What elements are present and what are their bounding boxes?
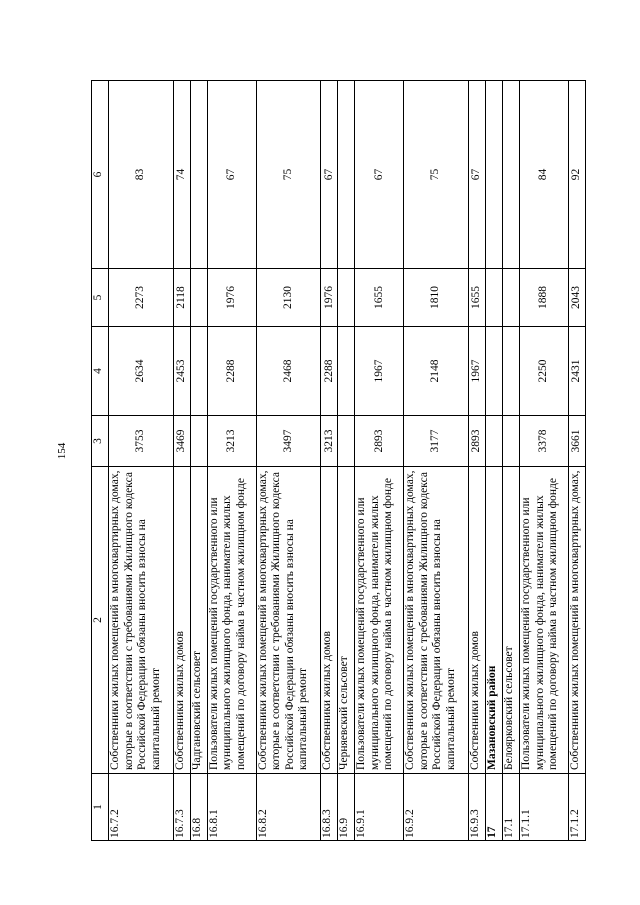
table-row — [256, 81, 321, 841]
value-col4 — [485, 327, 502, 416]
value-col3: 2893 — [468, 416, 485, 467]
value-col3 — [502, 416, 519, 467]
row-code: 16.7.2 — [109, 774, 174, 841]
row-category: Собственники жилых помещений в многоквартирных домах, которые в соответствии с требованиями Жилищного кодекса Российской Федерации обязаны вносить взносы на капитальный ремонт — [404, 467, 469, 774]
value-col3: 3378 — [520, 416, 569, 467]
value-col4: 1967 — [468, 327, 485, 416]
table-row — [321, 81, 338, 841]
value-col3: 3497 — [256, 416, 321, 467]
row-code: 17 — [485, 774, 502, 841]
value-col6: 83 — [109, 81, 174, 269]
value-col4: 2468 — [256, 327, 321, 416]
row-category: Собственники жилых помещений в многоквартирных домах, — [568, 467, 585, 774]
value-col5: 1976 — [321, 269, 338, 327]
value-col6: 75 — [256, 81, 321, 269]
value-col4: 2288 — [207, 327, 256, 416]
value-col3 — [190, 416, 207, 467]
table-row — [173, 81, 190, 841]
value-col4: 2148 — [404, 327, 469, 416]
table-body — [109, 81, 586, 841]
row-category: Собственники жилых домов — [173, 467, 190, 774]
row-code: 16.8.1 — [207, 774, 256, 841]
value-col5: 2043 — [568, 269, 585, 327]
row-category: Пользователи жилых помещений государственного или муниципального жилищного фонда, наниматели жилых помещений по договору найма в частном жилищном фонде — [520, 467, 569, 774]
row-category: Черняевский сельсовет — [338, 467, 355, 774]
value-col3 — [485, 416, 502, 467]
value-col5 — [502, 269, 519, 327]
row-code: 16.9 — [338, 774, 355, 841]
row-category: Мазановский район — [485, 467, 502, 774]
value-col6: 92 — [568, 81, 585, 269]
value-col5 — [338, 269, 355, 327]
row-code: 17.1 — [502, 774, 519, 841]
row-category: Собственники жилых помещений в многоквартирных домах, которые в соответствии с требованиями Жилищного кодекса Российской Федерации обязаны вносить взносы на капитальный ремонт — [109, 467, 174, 774]
row-code: 16.8.2 — [256, 774, 321, 841]
value-col3: 3177 — [404, 416, 469, 467]
value-col5: 1810 — [404, 269, 469, 327]
column-header: 1 — [92, 774, 109, 841]
value-col6 — [338, 81, 355, 269]
row-code: 16.9.3 — [468, 774, 485, 841]
value-col6: 74 — [173, 81, 190, 269]
value-col6: 67 — [321, 81, 338, 269]
value-col5 — [190, 269, 207, 327]
value-col5: 2130 — [256, 269, 321, 327]
row-code: 16.7.3 — [173, 774, 190, 841]
value-col5: 1655 — [355, 269, 404, 327]
table-row — [468, 81, 485, 841]
table-row — [485, 81, 502, 841]
value-col4 — [338, 327, 355, 416]
table-row — [338, 81, 355, 841]
column-header: 6 — [92, 81, 109, 269]
table-row — [404, 81, 469, 841]
value-col6: 67 — [468, 81, 485, 269]
value-col4 — [190, 327, 207, 416]
table-row — [109, 81, 174, 841]
value-col6 — [485, 81, 502, 269]
header-row — [92, 81, 109, 841]
value-col5: 2118 — [173, 269, 190, 327]
row-code: 16.8 — [190, 774, 207, 841]
row-category: Собственники жилых домов — [321, 467, 338, 774]
value-col4: 2431 — [568, 327, 585, 416]
row-category: Собственники жилых помещений в многоквартирных домах, которые в соответствии с требованиями Жилищного кодекса Российской Федерации обязаны вносить взносы на капитальный ремонт — [256, 467, 321, 774]
row-code: 17.1.1 — [520, 774, 569, 841]
row-category: Пользователи жилых помещений государственного или муниципального жилищного фонда, наниматели жилых помещений по договору найма в частном жилищном фонде — [207, 467, 256, 774]
table-row — [207, 81, 256, 841]
table-row — [190, 81, 207, 841]
row-category: Собственники жилых домов — [468, 467, 485, 774]
table-row — [568, 81, 585, 841]
value-col5: 1888 — [520, 269, 569, 327]
row-category: Пользователи жилых помещений государственного или муниципального жилищного фонда, наниматели жилых помещений по договору найма в частном жилищном фонде — [355, 467, 404, 774]
column-header: 5 — [92, 269, 109, 327]
value-col4: 2453 — [173, 327, 190, 416]
value-col4: 2250 — [520, 327, 569, 416]
row-code: 16.9.1 — [355, 774, 404, 841]
value-col4: 2288 — [321, 327, 338, 416]
value-col3: 3753 — [109, 416, 174, 467]
value-col5: 2273 — [109, 269, 174, 327]
row-code: 16.9.2 — [404, 774, 469, 841]
value-col6: 67 — [355, 81, 404, 269]
value-col4: 2634 — [109, 327, 174, 416]
column-header: 4 — [92, 327, 109, 416]
table-row — [520, 81, 569, 841]
value-col5: 1976 — [207, 269, 256, 327]
table-row — [502, 81, 519, 841]
value-col3: 3213 — [207, 416, 256, 467]
table-row — [355, 81, 404, 841]
value-col6: 67 — [207, 81, 256, 269]
value-col5: 1655 — [468, 269, 485, 327]
value-col6: 84 — [520, 81, 569, 269]
column-header: 3 — [92, 416, 109, 467]
row-code: 16.8.3 — [321, 774, 338, 841]
value-col3: 2893 — [355, 416, 404, 467]
value-col6 — [502, 81, 519, 269]
value-col3: 3469 — [173, 416, 190, 467]
row-code: 17.1.2 — [568, 774, 585, 841]
value-col3 — [338, 416, 355, 467]
value-col4: 1967 — [355, 327, 404, 416]
page-number: 154 — [56, 442, 68, 460]
row-category: Белоярковский сельсовет — [502, 467, 519, 774]
row-category: Чадгановский сельсовет — [190, 467, 207, 774]
value-col4 — [502, 327, 519, 416]
tariff-table-sheet — [91, 81, 586, 841]
value-col6: 75 — [404, 81, 469, 269]
value-col5 — [485, 269, 502, 327]
value-col3: 3661 — [568, 416, 585, 467]
tariff-table — [91, 80, 586, 841]
value-col3: 3213 — [321, 416, 338, 467]
column-header: 2 — [92, 467, 109, 774]
value-col6 — [190, 81, 207, 269]
